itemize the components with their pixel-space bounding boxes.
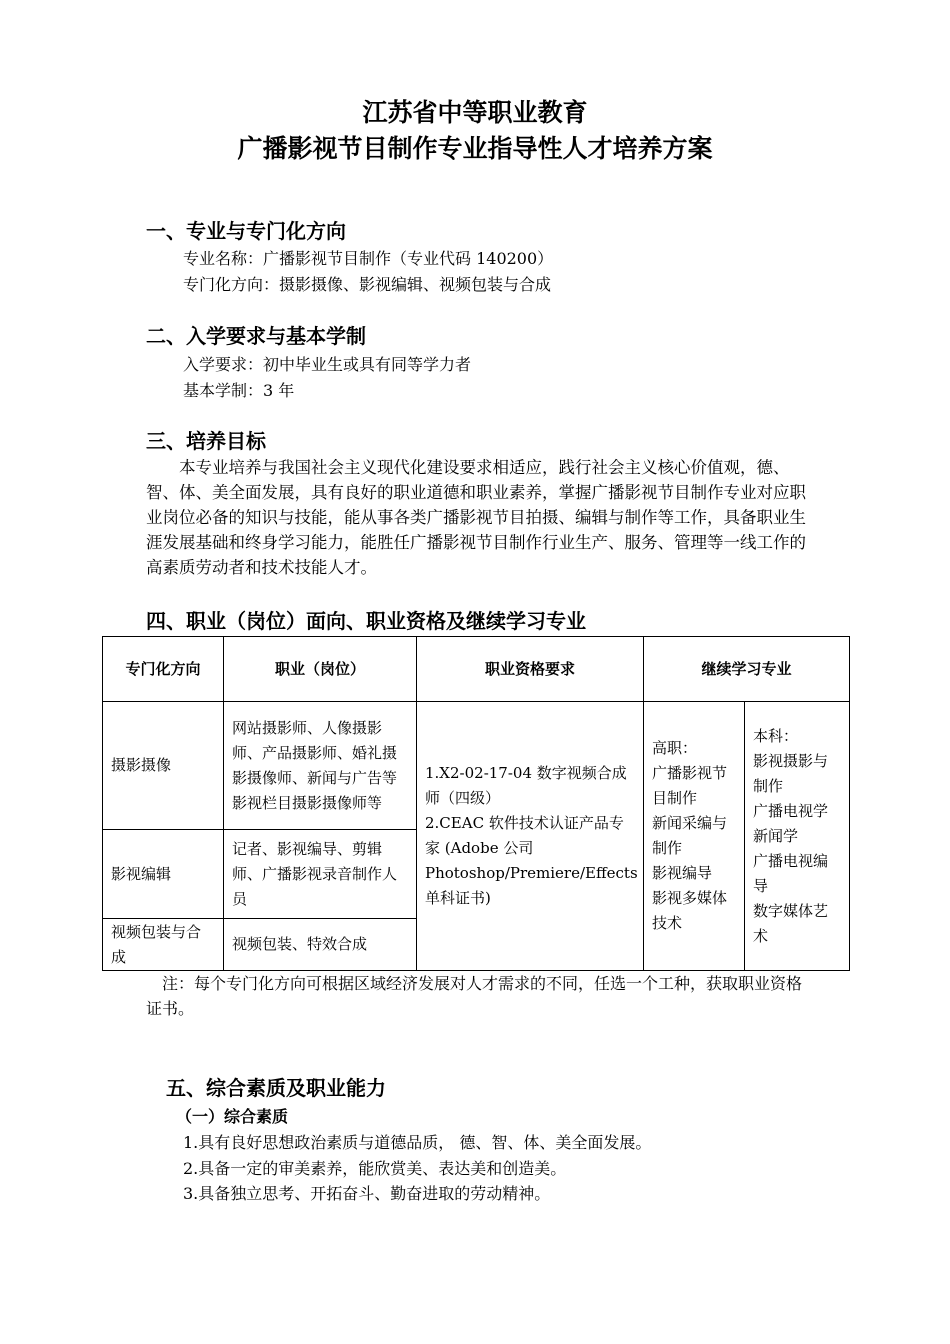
table-row: [103, 702, 850, 830]
major-name: 专业名称：广播影视节目制作（专业代码 140200）: [183, 249, 554, 268]
table-header-row: [103, 637, 850, 702]
table-note-text: 注：每个专门化方向可根据区域经济发展对人才需求的不同，任选一个工种，获取职业资格证书。: [146, 974, 803, 1018]
table-cell-jobs: 网站摄影师、人像摄影师、产品摄影师、婚礼摄影摄像师、新闻与广告等影视栏目摄影摄像师等: [224, 702, 417, 830]
list-item: 3.具备独立思考、开拓奋斗、勤奋进取的劳动精神。: [183, 1184, 551, 1203]
table-cell-direction: 摄影摄像: [103, 702, 224, 830]
section-4-heading: 四、职业（岗位）面向、职业资格及继续学习专业: [146, 609, 586, 633]
table-header-jobs: 职业（岗位）: [224, 637, 417, 702]
table-cell-jobs: 视频包装、特效合成: [224, 919, 417, 971]
doc-title-line1: 江苏省中等职业教育: [362, 98, 588, 127]
table-cell-jobs: 记者、影视编导、剪辑师、广播影视录音制作人员: [224, 830, 417, 919]
table-header-direction: 专门化方向: [103, 637, 224, 702]
specialization-directions: 专门化方向：摄影摄像、影视编辑、视频包装与合成: [183, 275, 552, 294]
section-3-heading: 三、培养目标: [146, 429, 266, 453]
section-2-heading: 二、入学要求与基本学制: [146, 324, 366, 348]
section-5-heading: 五、综合素质及职业能力: [166, 1076, 386, 1100]
table-header-further-study: 继续学习专业: [644, 637, 850, 702]
doc-title-line2: 广播影视节目制作专业指导性人才培养方案: [237, 134, 713, 163]
study-duration: 基本学制：3 年: [183, 381, 295, 400]
section-1-heading: 一、专业与专门化方向: [146, 219, 346, 243]
table-note: [146, 971, 816, 1021]
table-cell-direction: 影视编辑: [103, 830, 224, 919]
table-cell-qualification: 1.X2-02-17-04 数字视频合成师（四级） 2.CEAC 软件技术认证产品专家 (Adobe 公司Photoshop/Premiere/Effects 单科证书): [417, 702, 644, 971]
training-goal-text: 本专业培养与我国社会主义现代化建设要求相适应，践行社会主义核心价值观，德、智、体、美全面发展，具有良好的职业道德和职业素养，掌握广播影视节目制作专业对应职业岗位必备的知识与技能，能从事各类广播影视节目拍摄、编辑与制作等工作，具备职业生涯发展基础和终身学习能力，能胜任广播影视节目制作行业生产、服务、管理等一线工作的高素质劳动者和技术技能人才。: [146, 458, 806, 577]
table-cell-higher-vocational: 高职： 广播影视节目制作 新闻采编与制作 影视编导 影视多媒体技术: [644, 702, 745, 971]
table-cell-undergraduate: 本科： 影视摄影与制作 广播电视学 新闻学 广播电视编导 数字媒体艺术: [745, 702, 850, 971]
subsection-heading: （一）综合素质: [176, 1107, 289, 1126]
table-cell-direction: 视频包装与合成: [103, 919, 224, 971]
training-goal-paragraph: [146, 455, 816, 580]
table-header-qualification: 职业资格要求: [417, 637, 644, 702]
list-item: 1.具有良好思想政治素质与道德品质， 德、智、体、美全面发展。: [183, 1133, 652, 1152]
occupation-table: [102, 636, 850, 971]
list-item: 2.具备一定的审美素养，能欣赏美、表达美和创造美。: [183, 1159, 567, 1178]
admission-requirement: 入学要求：初中毕业生或具有同等学力者: [183, 355, 472, 374]
